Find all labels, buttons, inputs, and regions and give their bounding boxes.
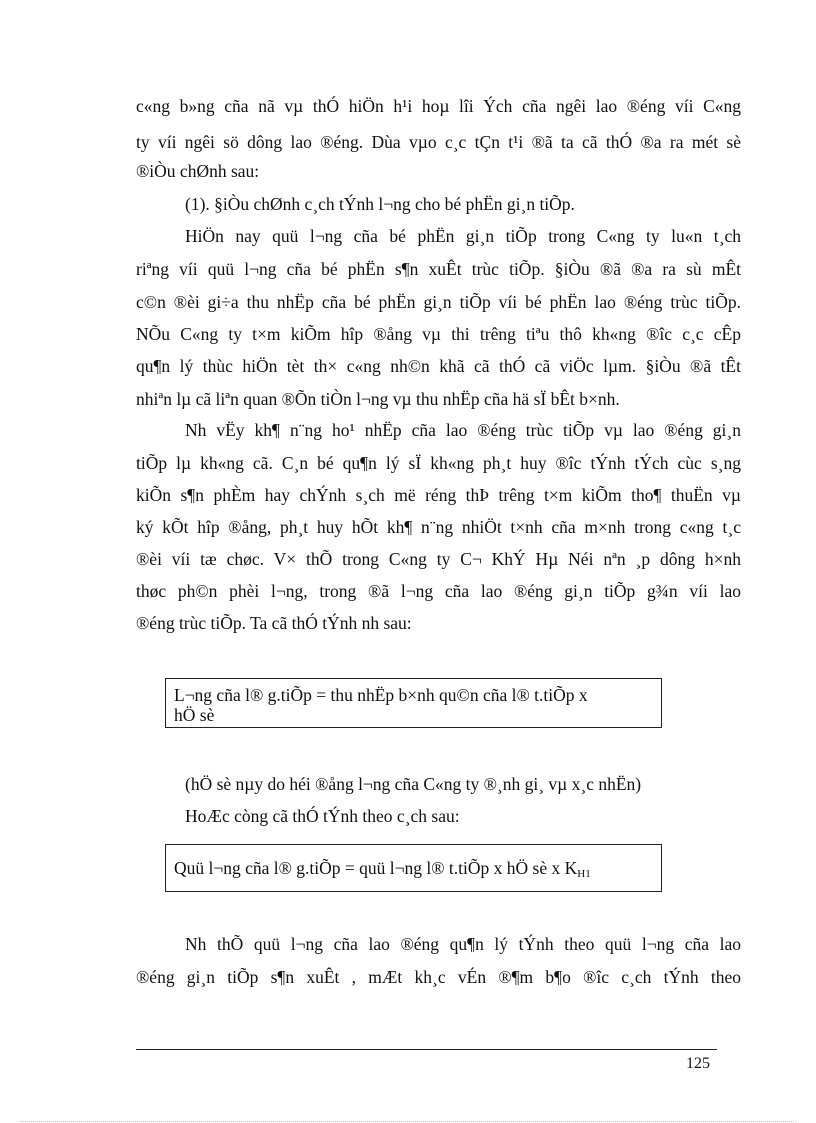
section-heading: (1). §iÒu chØnh c¸ch tÝnh l¬ng cho bé phËn gi¸n tiÕp. — [185, 194, 575, 214]
body-line-8: NÕu C«ng ty t×m kiÕm hîp ®ång vµ thi trêng tiªu thô kh«ng ®îc c¸c cÊp — [136, 324, 741, 344]
formula-2-main: Quü l¬ng cña l® g.tiÕp = quü l¬ng l® t.tiÕp x hÖ sè x K — [174, 858, 578, 878]
body-line-7: c©n ®èi gi÷a thu nhËp cña bé phËn gi¸n tiÕp víi bé phËn lao ®éng trùc tiÕp. — [136, 292, 741, 312]
page-edge-dotted-line — [20, 1121, 796, 1122]
body-line-13: kiÕn s¶n phÈm hay chÝnh s¸ch më réng thÞ trêng t×m kiÕm tho¶ thuËn vµ — [136, 485, 741, 505]
formula-2-text — [174, 857, 591, 885]
alternative-intro: HoÆc còng cã thÓ tÝnh theo c¸ch sau: — [185, 806, 460, 826]
body-line-5: HiÖn nay quü l¬ng cña bé phËn gi¸n tiÕp trong C«ng ty lu«n t¸ch — [185, 226, 741, 246]
page-number: 125 — [686, 1055, 710, 1072]
formula-1-line-2: hÖ sè — [174, 705, 215, 725]
body-line-20: Nh thÕ quü l¬ng cña lao ®éng qu¶n lý tÝnh theo quü l¬ng cña lao — [185, 934, 741, 954]
body-line-1: c«ng b»ng cña nã vµ thÓ hiÖn h¹i hoµ lîi Ých cña ngêi lao ®éng víi C«ng — [136, 96, 741, 116]
body-line-12: tiÕp lµ kh«ng cã. C¸n bé qu¶n lý sÏ kh«ng ph¸t huy ®îc tÝnh tÝch cùc s¸ng — [136, 453, 741, 473]
body-line-9: qu¶n lý thùc hiÖn tèt th× c«ng nh©n khã cã thÓ cã viÖc lµm. §iÒu ®ã tÊt — [136, 356, 741, 376]
body-line-21: ®éng gi¸n tiÕp s¶n xuÊt , mÆt kh¸c vÉn ®¶m b¶o ®îc c¸ch tÝnh theo — [136, 967, 741, 987]
body-line-17: ®éng trùc tiÕp. Ta cã thÓ tÝnh nh sau: — [136, 613, 412, 633]
body-line-6: riªng víi quü l¬ng cña bé phËn s¶n xuÊt trùc tiÕp. §iÒu ®ã ®a ra sù mÊt — [136, 259, 741, 279]
formula-1-line-1: L¬ng cña l® g.tiÕp = thu nhËp b×nh qu©n cña l® t.tiÕp x — [174, 685, 588, 705]
formula-2-subscript: H1 — [577, 868, 591, 880]
body-line-14: ký kÕt hîp ®ång, ph¸t huy hÕt kh¶ n¨ng nhiÖt t×nh cña m×nh trong c«ng t¸c — [136, 517, 741, 537]
footer-rule — [136, 1049, 717, 1050]
body-line-16: thøc ph©n phèi l¬ng, trong ®ã l¬ng cña lao ®éng gi¸n tiÕp g¾n víi lao — [136, 581, 741, 601]
body-line-10: nhiªn lµ cã liªn quan ®Õn tiÒn l¬ng vµ thu nhËp cña hä sÏ bÊt b×nh. — [136, 389, 620, 409]
body-line-2: ty víi ngêi sö dông lao ®éng. Dùa vµo c¸c tÇn t¹i ®ã ta cã thÓ ®a ra mét sè — [136, 132, 741, 152]
formula-note: (hÖ sè nµy do héi ®ång l¬ng cña C«ng ty ®¸nh gi¸ vµ x¸c nhËn) — [185, 774, 642, 794]
formula-box-1 — [165, 678, 662, 728]
formula-box-2 — [165, 844, 662, 892]
body-line-15: ®èi víi tæ chøc. V× thÕ trong C«ng ty C¬ KhÝ Hµ Néi nªn ¸p dông h×nh — [136, 549, 741, 569]
body-line-11: Nh vËy kh¶ n¨ng ho¹ nhËp cña lao ®éng trùc tiÕp vµ lao ®éng gi¸n — [185, 420, 741, 440]
body-line-3: ®iÒu chØnh sau: — [136, 161, 260, 181]
